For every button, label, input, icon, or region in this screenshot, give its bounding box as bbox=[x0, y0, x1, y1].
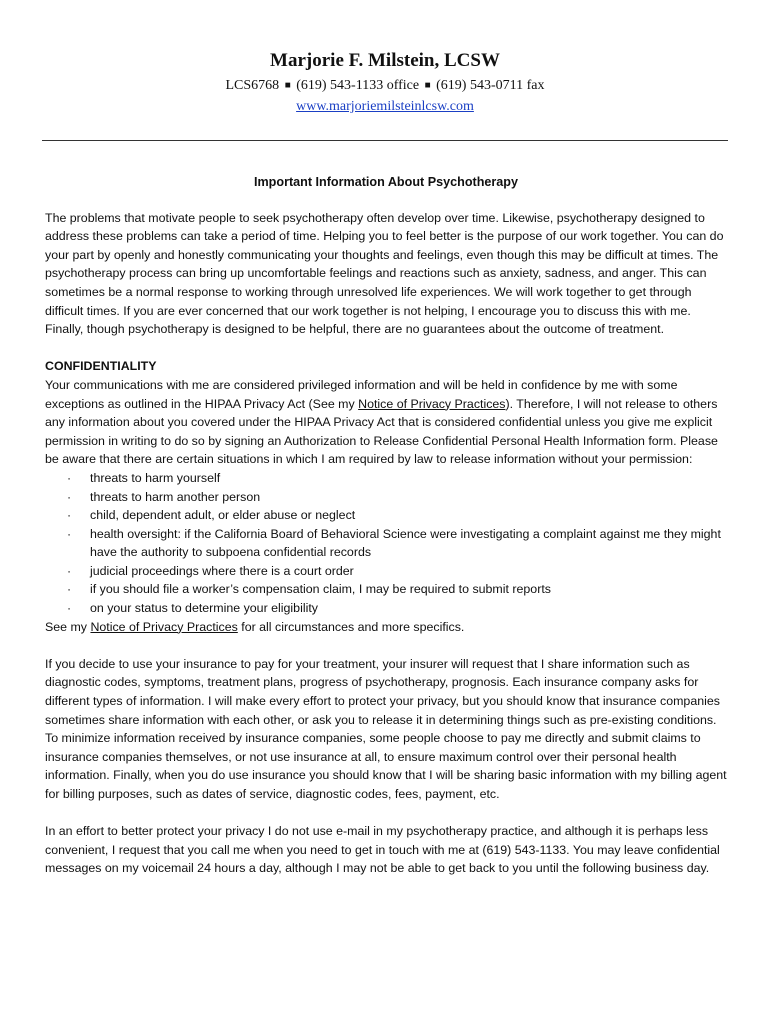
bullet-icon: · bbox=[67, 489, 72, 504]
confidentiality-text-1: Your communications with me are considered privileged information and will be held in confidence by me with some exceptions as outlined in the HIPAA Privacy Act (See my bbox=[45, 377, 678, 411]
see-notice-line bbox=[45, 618, 727, 637]
document-title: Important Information About Psychotherapy bbox=[253, 175, 518, 189]
confidentiality-paragraph bbox=[45, 376, 727, 469]
list-item bbox=[45, 488, 727, 507]
document-body bbox=[45, 173, 727, 878]
contact-line bbox=[0, 77, 770, 95]
disclosure-exceptions-list bbox=[45, 469, 727, 618]
list-item-text: judicial proceedings where there is a court order bbox=[90, 563, 354, 578]
practitioner-name: Marjorie F. Milstein, LCSW bbox=[270, 50, 500, 71]
list-item bbox=[45, 469, 727, 488]
license-number: LCS6768 bbox=[225, 78, 280, 93]
list-item bbox=[45, 525, 727, 562]
insurance-paragraph: If you decide to use your insurance to pay for your treatment, your insurer will request that I share information such as diagnostic codes, symptoms, treatment plans, progress of psychotherapy, prognosis. Each insurance company asks for different types of information. I will make every effort to protect your privacy, but you should know that insurance companies sometimes share information with each other, or ask you to release it in determining things such as pre-existing conditions. To minimize information received by insurance companies, some people choose to pay me directly and submit claims to insurance companies themselves, or not use insurance at all, to ensure maximum control over their personal health information. Finally, when you do use insurance you should know that I will be sharing basic information with my billing agent for billing purposes, such as dates of service, diagnostic codes, fees, payment, etc. bbox=[45, 656, 727, 801]
list-item-text: threats to harm another person bbox=[90, 489, 261, 504]
confidentiality-heading: CONFIDENTIALITY bbox=[45, 359, 157, 374]
bullet-icon: · bbox=[67, 526, 72, 541]
list-item bbox=[45, 506, 727, 525]
privacy-notice-link[interactable]: Notice of Privacy Practices bbox=[358, 396, 506, 411]
list-item-text: if you should file a worker’s compensation claim, I may be required to submit reports bbox=[90, 582, 551, 597]
header-divider bbox=[42, 140, 728, 141]
bullet-icon: · bbox=[67, 563, 72, 578]
email-paragraph: In an effort to better protect your privacy I do not use e-mail in my psychotherapy practice, and although it is perhaps less convenient, I request that you call me when you need to get in touch with me at (619) 543-1133. You may leave confidential messages on my voicemail 24 hours a day, although I may not be able to get back to you until the following business day. bbox=[45, 824, 720, 876]
bullet-icon: · bbox=[67, 470, 72, 485]
office-phone: (619) 543-1133 office bbox=[296, 78, 420, 93]
list-item bbox=[45, 599, 727, 618]
bullet-icon: · bbox=[67, 601, 72, 616]
see-notice-text-2: for all circumstances and more specifics. bbox=[237, 619, 465, 634]
list-item-text: threats to harm yourself bbox=[90, 470, 221, 485]
website-link[interactable]: www.marjoriemilsteinlcsw.com bbox=[296, 99, 474, 114]
see-notice-text-1: See my bbox=[45, 619, 91, 634]
intro-paragraph: The problems that motivate people to seek psychotherapy often develop over time. Likewise, psychotherapy designed to address these problems can take a period of time. Helping you to feel better is the purpose of our work together. You can do your part by openly and honestly communicating your thoughts and feelings, even though this may be difficult at times. The psychotherapy process can bring up uncomfortable feelings and reactions such as anxiety, sadness, and anger. This can sometimes be a normal response to working through unresolved life experiences. We will work together to get through difficult times. If you are ever concerned that our work together is not helping, I encourage you to discuss this with me. Finally, though psychotherapy is designed to be helpful, there are no guarantees about the outcome of treatment. bbox=[45, 210, 724, 337]
separator-square-icon: ■ bbox=[284, 80, 291, 91]
fax-number: (619) 543-0711 fax bbox=[436, 78, 545, 93]
privacy-notice-link-2[interactable]: Notice of Privacy Practices bbox=[90, 619, 238, 634]
bullet-icon: · bbox=[67, 582, 72, 597]
separator-square-icon: ■ bbox=[424, 80, 431, 91]
bullet-icon: · bbox=[67, 508, 72, 523]
confidentiality-text-2: ). Therefore, I will not release to others any information about you covered under the HIPAA Privacy Act that is considered confidential unless you give me explicit permission in writing to do so by signing an Authorization to Release Confidential Personal Health Information form. Please be aware that there are certain situations in which I am required by law to release information without your permission: bbox=[45, 396, 718, 467]
website-line bbox=[0, 98, 770, 115]
list-item-text: on your status to determine your eligibility bbox=[90, 601, 318, 616]
list-item bbox=[45, 562, 727, 581]
list-item bbox=[45, 580, 727, 599]
list-item-text: child, dependent adult, or elder abuse or neglect bbox=[90, 508, 356, 523]
list-item-text: health oversight: if the California Board of Behavioral Science were investigating a complaint against me they might have the authority to subpoena confidential records bbox=[90, 526, 721, 560]
letterhead bbox=[0, 50, 770, 115]
